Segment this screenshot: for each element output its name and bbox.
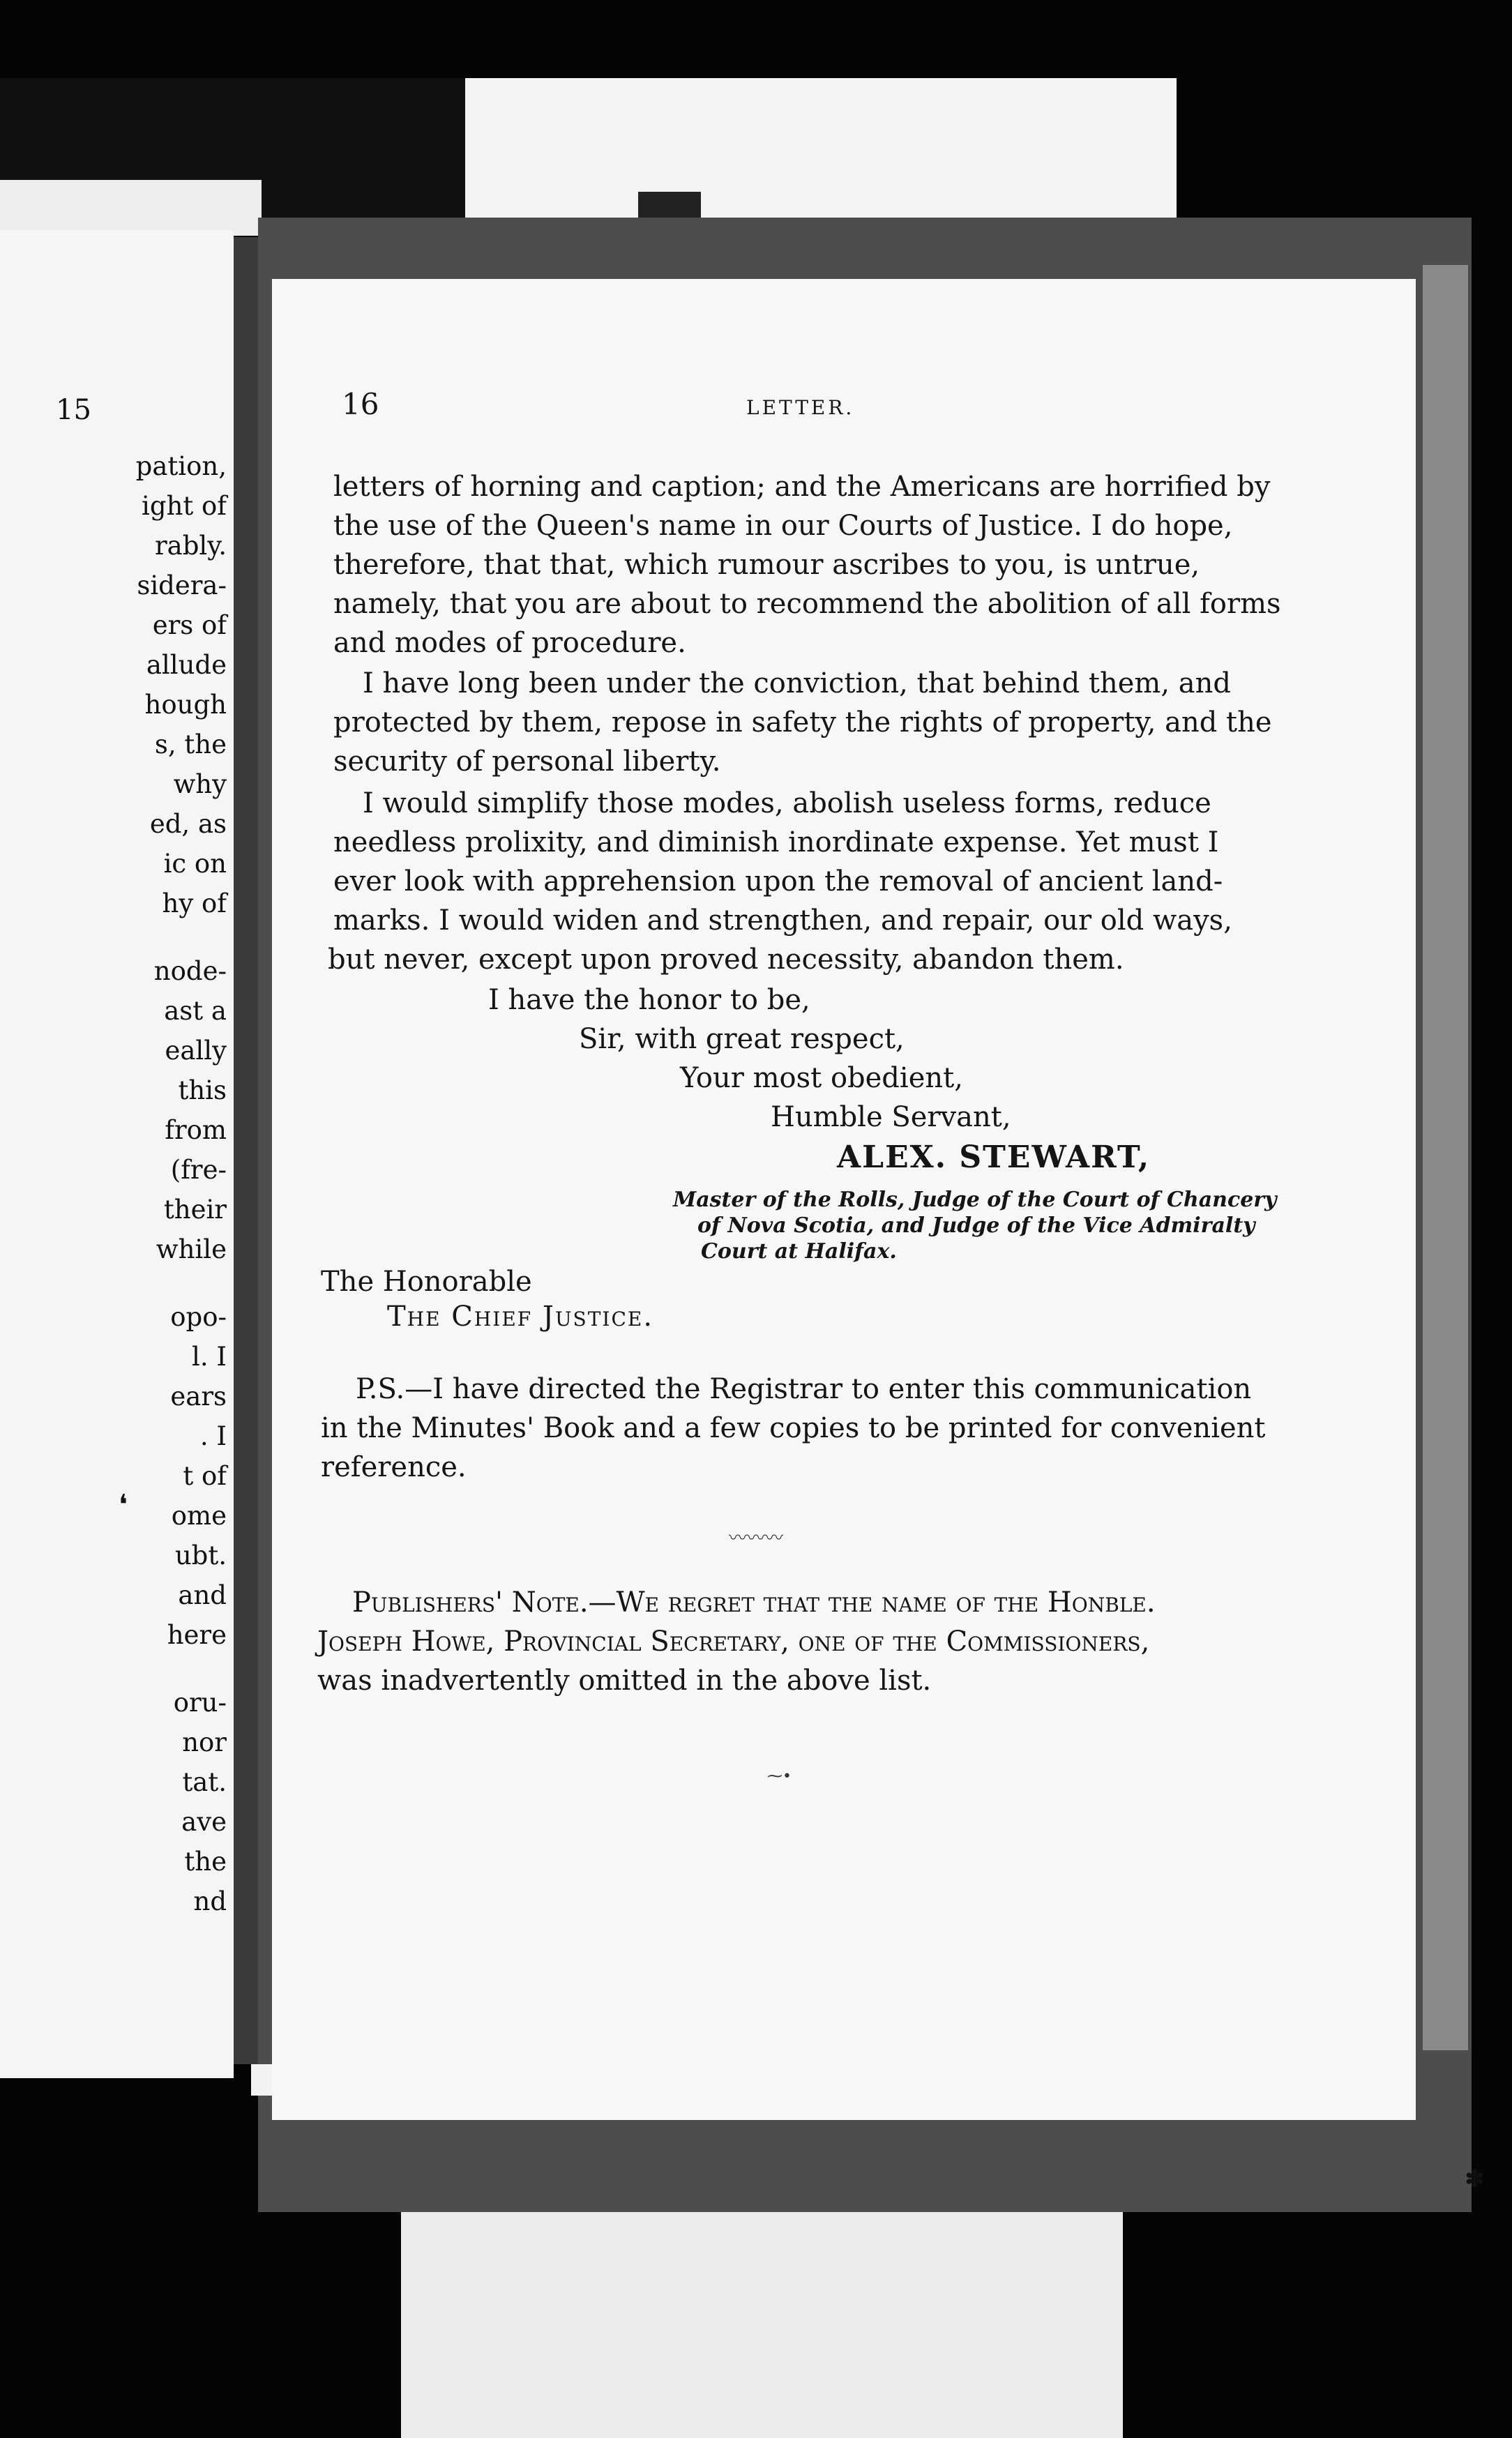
text-line: I would simplify those modes, abolish useless forms, reduce bbox=[363, 787, 1211, 819]
left-page-number: 15 bbox=[56, 394, 91, 426]
publishers-note-line: Joseph Howe, Provincial Secretary, one of the Commissioners, bbox=[317, 1626, 1150, 1658]
left-line-fragment: pation, bbox=[135, 451, 227, 481]
left-line-fragment: hy of bbox=[162, 888, 227, 918]
left-line-fragment: their bbox=[163, 1195, 227, 1225]
signature-title-line: Court at Halifax. bbox=[701, 1239, 897, 1264]
left-line-fragment: eally bbox=[165, 1036, 227, 1066]
left-line-fragment: (fre- bbox=[170, 1155, 227, 1185]
left-line-fragment: allude bbox=[146, 650, 227, 680]
closing-line: Humble Servant, bbox=[771, 1101, 1011, 1133]
text-line: namely, that you are about to recommend the abolition of all forms bbox=[333, 588, 1281, 620]
left-line-fragment: ers of bbox=[152, 610, 227, 640]
left-line-fragment: sidera- bbox=[137, 570, 227, 600]
closing-line: Your most obedient, bbox=[680, 1062, 963, 1094]
left-line-fragment: here bbox=[167, 1620, 227, 1650]
page-frame-edge bbox=[1423, 265, 1468, 2050]
paper-scrap-left bbox=[0, 180, 262, 236]
left-line-fragment: s, the bbox=[154, 729, 227, 759]
left-line-fragment: node- bbox=[153, 956, 227, 986]
left-line-fragment: ed, as bbox=[149, 809, 227, 839]
left-line-fragment: ome bbox=[171, 1501, 227, 1531]
left-line-fragment: oru- bbox=[173, 1688, 227, 1718]
left-line-fragment: l. I bbox=[192, 1342, 227, 1372]
left-line-fragment: ast a bbox=[164, 996, 227, 1026]
binding-tab bbox=[638, 192, 701, 221]
addressee-line: The Honorable bbox=[321, 1266, 532, 1298]
left-line-fragment: while bbox=[156, 1234, 227, 1264]
text-line: letters of horning and caption; and the Americans are horrified by bbox=[333, 471, 1271, 503]
left-line-fragment: why bbox=[173, 769, 227, 799]
text-line: marks. I would widen and strengthen, and repair, our old ways, bbox=[333, 904, 1232, 937]
postscript-line: reference. bbox=[321, 1451, 467, 1483]
signature-title-line: Master of the Rolls, Judge of the Court of Chancery bbox=[673, 1188, 1277, 1212]
text-line: protected by them, repose in safety the rights of property, and the bbox=[333, 706, 1272, 739]
left-page bbox=[0, 230, 234, 2078]
text-line: the use of the Queen's name in our Courts of Justice. I do hope, bbox=[333, 510, 1233, 542]
addressee-line: The Chief Justice. bbox=[387, 1301, 654, 1333]
end-ornament: ⁓• bbox=[767, 1768, 792, 1785]
left-line-fragment: ubt. bbox=[174, 1540, 227, 1570]
left-line-fragment: ight of bbox=[142, 491, 227, 521]
text-line: I have long been under the conviction, that behind them, and bbox=[363, 667, 1231, 699]
left-line-fragment: nd bbox=[193, 1886, 227, 1916]
left-line-fragment: and bbox=[178, 1580, 227, 1610]
text-line: therefore, that that, which rumour ascribes to you, is untrue, bbox=[333, 549, 1200, 581]
postscript-line: P.S.—I have directed the Registrar to enter this communication bbox=[356, 1373, 1252, 1405]
closing-line: I have the honor to be, bbox=[488, 984, 810, 1016]
postscript-line: in the Minutes' Book and a few copies to be printed for convenient bbox=[321, 1412, 1266, 1444]
publishers-note-line: Publishers' Note.—We regret that the name of the Honble. bbox=[352, 1587, 1156, 1619]
text-line: and modes of procedure. bbox=[333, 627, 686, 659]
left-line-fragment: tat. bbox=[182, 1767, 227, 1797]
ornament-rule: 〰〰〰 bbox=[729, 1528, 784, 1549]
left-line-fragment: this bbox=[178, 1075, 227, 1105]
left-line-fragment: hough bbox=[144, 690, 227, 720]
signature: ALEX. STEWART, bbox=[837, 1140, 1151, 1175]
text-line: security of personal liberty. bbox=[333, 745, 721, 778]
left-line-fragment: ic on bbox=[163, 849, 227, 879]
text-line: needless prolixity, and diminish inordinate expense. Yet must I bbox=[333, 826, 1219, 858]
left-line-fragment: ave bbox=[181, 1807, 227, 1837]
running-head: LETTER. bbox=[746, 396, 855, 419]
left-line-fragment: from bbox=[165, 1115, 227, 1145]
stray-mark: ❛ bbox=[119, 1489, 128, 1521]
left-line-fragment: . I bbox=[199, 1421, 227, 1451]
left-line-fragment: rably. bbox=[154, 531, 227, 561]
left-line-fragment: t of bbox=[183, 1461, 227, 1491]
text-line: ever look with apprehension upon the removal of ancient land- bbox=[333, 865, 1223, 898]
signature-title-line: of Nova Scotia, and Judge of the Vice Admiralty bbox=[697, 1213, 1255, 1238]
page-gutter bbox=[234, 237, 262, 2064]
paper-scrap-bottom bbox=[401, 2197, 1123, 2438]
left-line-fragment: nor bbox=[182, 1727, 227, 1757]
text-line: but never, except upon proved necessity, abandon them. bbox=[328, 944, 1124, 976]
left-line-fragment: opo- bbox=[170, 1302, 227, 1332]
publishers-note-line: was inadvertently omitted in the above list. bbox=[317, 1665, 932, 1697]
left-line-fragment: ears bbox=[170, 1381, 227, 1411]
left-line-fragment: the bbox=[184, 1847, 227, 1877]
closing-line: Sir, with great respect, bbox=[579, 1023, 905, 1055]
right-page-number: 16 bbox=[342, 387, 379, 421]
stray-mark: ✽ bbox=[1465, 2165, 1485, 2193]
